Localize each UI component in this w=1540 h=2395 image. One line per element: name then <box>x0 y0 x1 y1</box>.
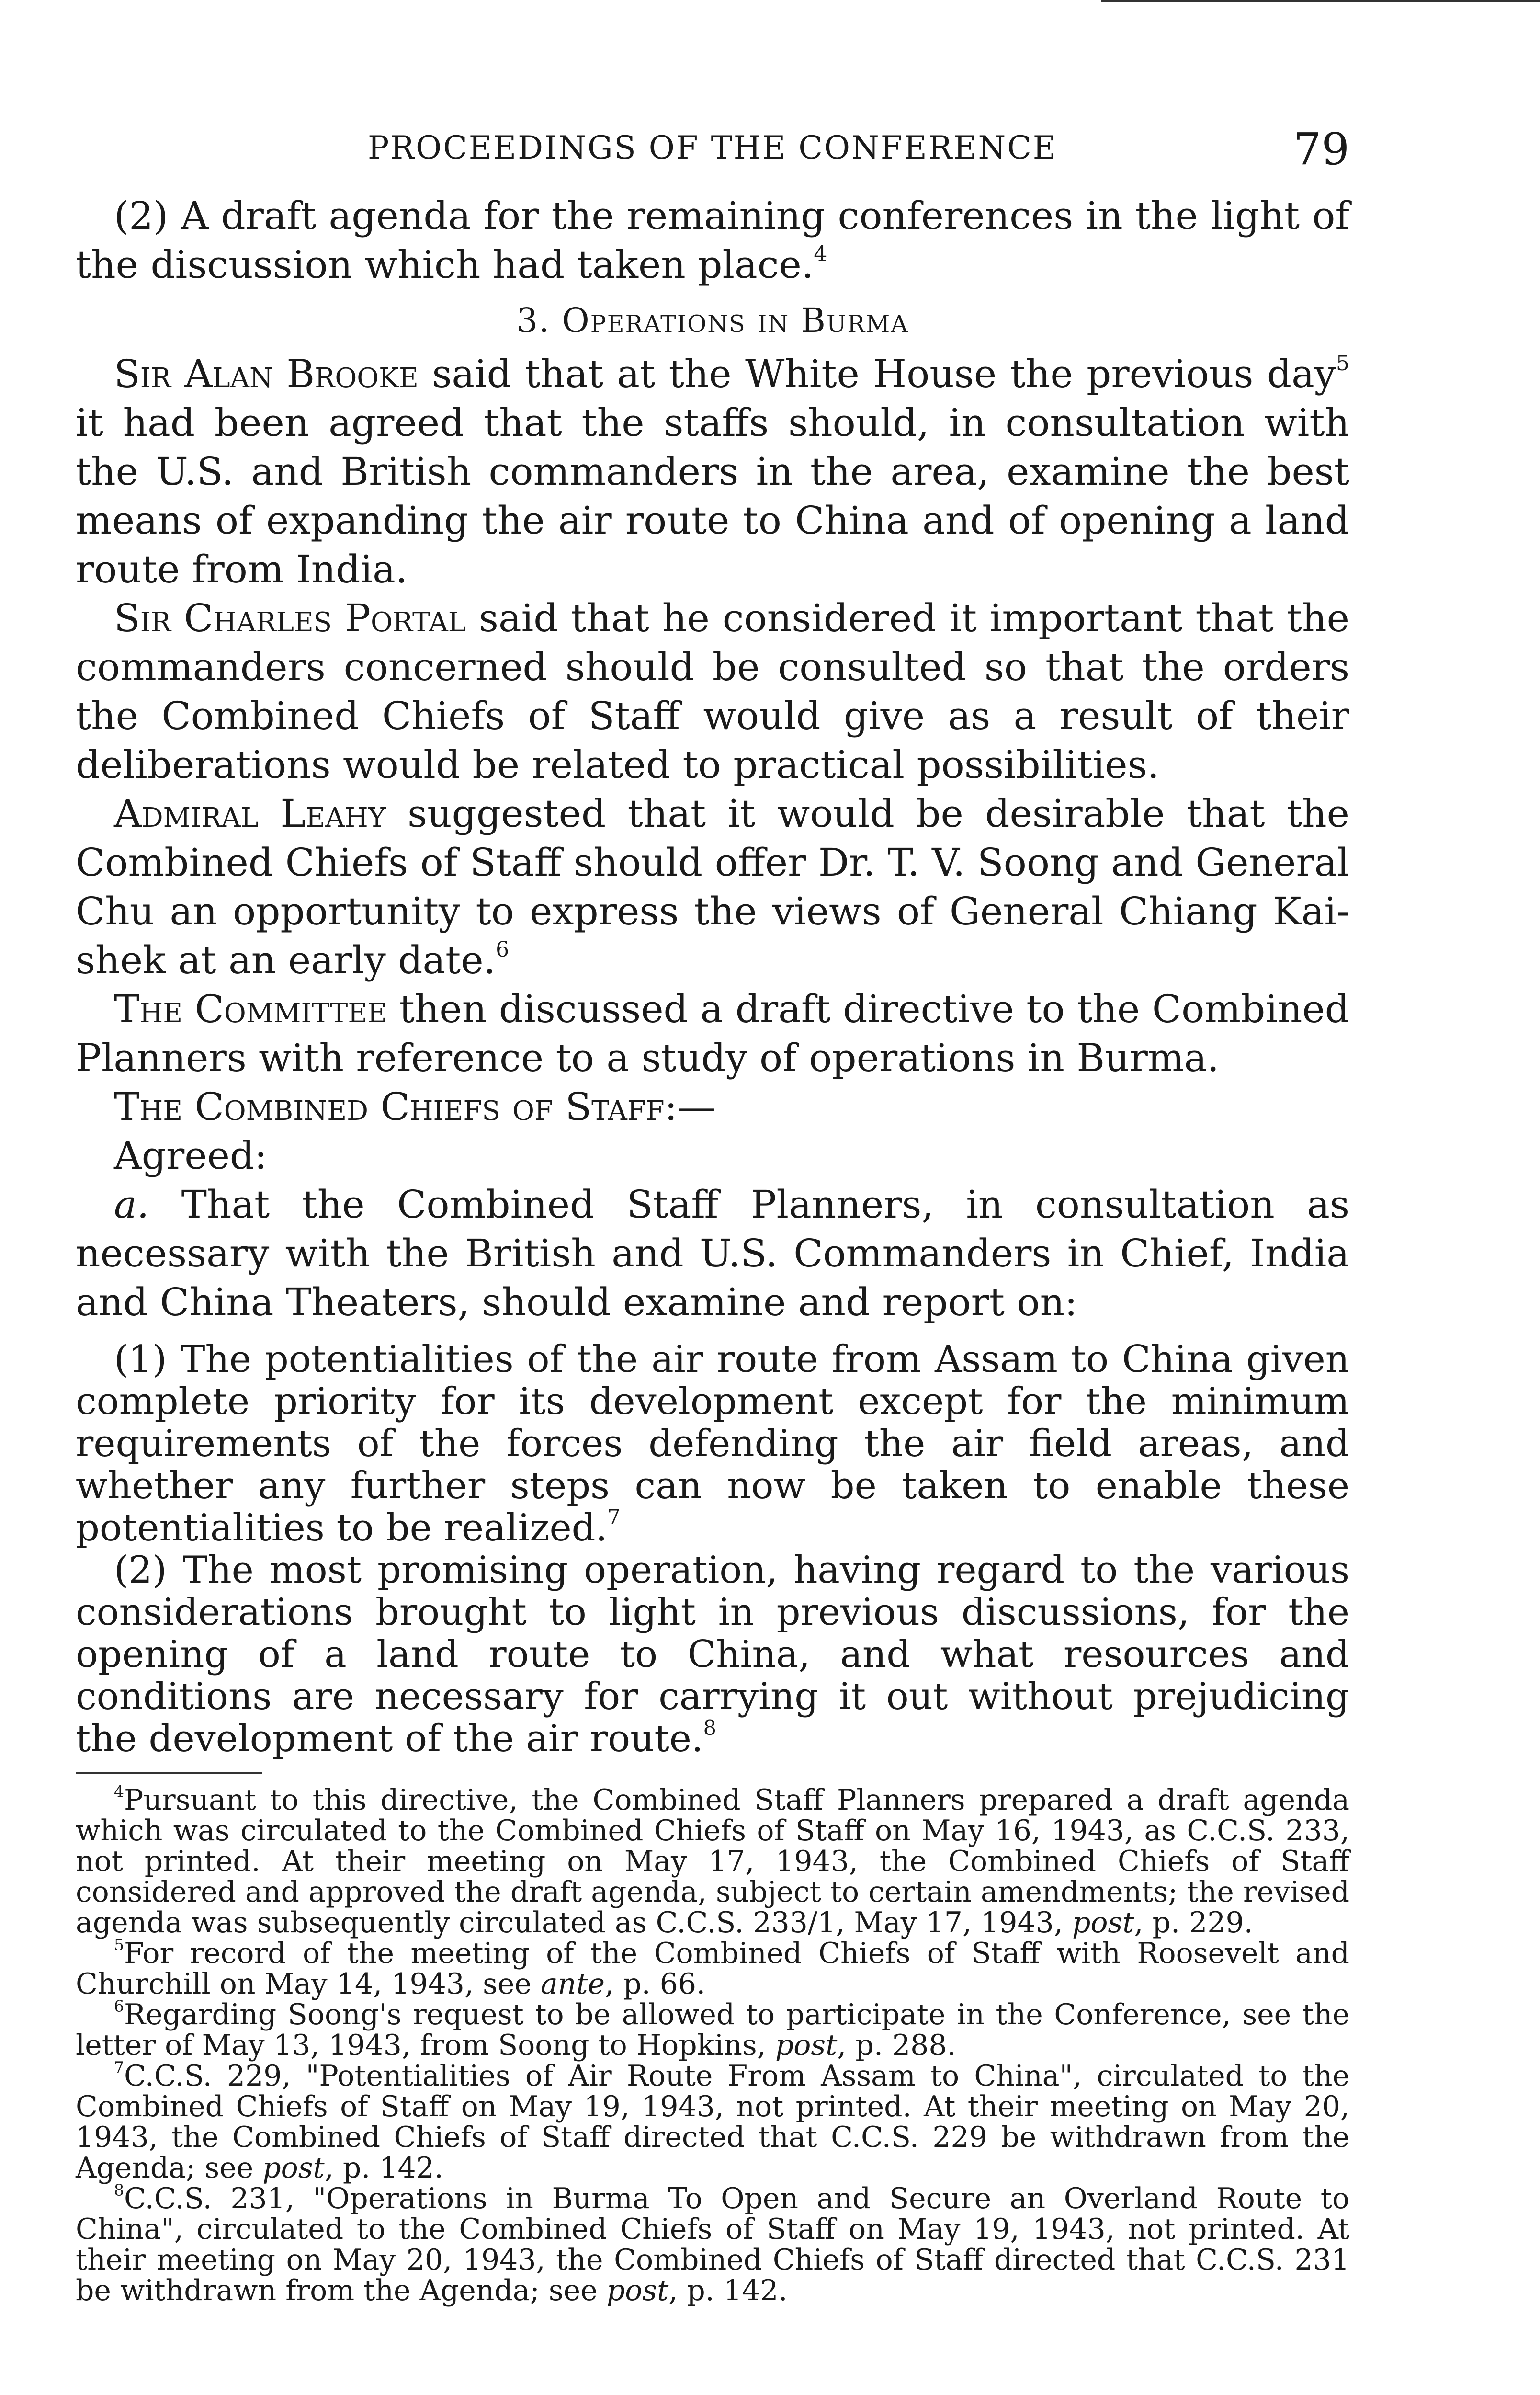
paragraph-ccs-heading: The Combined Chiefs of Staff:— <box>114 1084 716 1129</box>
footnote-6: $^6$Regarding Soong's request to be allowed to participate in the Conference, see the letter of May 13, 1943, from Soong to Hopkins, post, p. 288. <box>76 1996 1349 2062</box>
footnote-ref-6: 6 <box>496 937 510 962</box>
paragraph-brooke: Sir Alan Brooke said that at the White House the previous day$^5$ it had been agreed that the staffs should, in consultation with the U.S. and British commanders in the area, examine the best means of expanding the air route to China and of opening a land route from India. <box>76 351 1350 592</box>
page-content <box>76 115 1349 2306</box>
list-item-1: (1) The potentialities of the air route from Assam to China given complete priority for its development except for the minimum requirements of the forces defending the air field areas, and whether any further steps can now be taken to enable these potentialities to be realized.$^7$ <box>76 1338 1349 1550</box>
page-header <box>76 115 1349 192</box>
footnote-7: $^7$C.C.S. 229, "Potentialities of Air Route From Assam to China", circulated to the Combined Chiefs of Staff on May 19, 1943, not printed. At their meeting on May 20, 1943, the Combined Chiefs of Staff directed that C.C.S. 229 be withdrawn from the Agenda; see post, p. 142. <box>76 2058 1349 2185</box>
speaker-name: Sir Charles Portal <box>114 596 466 640</box>
paragraph-committee: The Committee then discussed a draft directive to the Combined Planners with reference to a study of operations in Burma. <box>76 987 1349 1080</box>
body-text <box>76 192 1349 1760</box>
footnote-5: $^5$For record of the meeting of the Combined Chiefs of Staff with Roosevelt and Churchill on May 14, 1943, see ante, p. 66. <box>76 1935 1349 2001</box>
paragraph-portal: Sir Charles Portal said that he considered it important that the commanders concerned should be consulted so that the orders the Combined Chiefs of Staff would give as a result of their deliberations would be related to practical possibilities. <box>76 596 1349 787</box>
footnote-4: $^4$Pursuant to this directive, the Combined Staff Planners prepared a draft agenda which was circulated to the Combined Chiefs of Staff on May 16, 1943, as C.C.S. 233, not printed. At their meeting on May 17, 1943, the Combined Chiefs of Staff considered and approved the draft agenda, subject to certain amendments; the revised agenda was subsequently circulated as C.C.S. 233/1, May 17, 1943, post, p. 229. <box>76 1782 1349 1939</box>
footnote-ref-7: 7 <box>607 1505 621 1529</box>
paragraph-agenda-item: (2) A draft agenda for the remaining conferences in the light of the discussion which had taken place.$^4$ <box>76 194 1349 287</box>
page-number: 79 <box>1293 124 1349 175</box>
section-title: 3. Operations in Burma <box>516 301 909 340</box>
top-edge-rule <box>1101 0 1540 2</box>
speaker-name: Sir Alan Brooke <box>114 352 419 396</box>
paragraph-leahy: Admiral Leahy suggested that it would be desirable that the Combined Chiefs of Staff should offer Dr. T. V. Soong and General Chu an opportunity to express the views of General Chiang Kai-shek at an early date.$^6$ <box>76 791 1349 982</box>
speaker-name: Admiral Leahy <box>114 791 386 836</box>
subject-name: The Committee <box>114 987 387 1031</box>
footnote-ref-5: 5 <box>1336 351 1350 376</box>
footnote-rule <box>76 1772 262 1774</box>
footnote-ref-4: 4 <box>814 241 827 266</box>
paragraph-resolution-a: a. That the Combined Staff Planners, in consultation as necessary with the British and U.S. Commanders in Chief, India and China Theaters, should examine and report on: <box>76 1182 1349 1324</box>
footnote-ref-8: 8 <box>703 1716 716 1740</box>
list-item-2: (2) The most promising operation, having regard to the various considerations brought to light in previous discussions, for the opening of a land route to China, and what resources and conditions are necessary for carrying it out without prejudicing the development of the air route.$^8$ <box>76 1549 1349 1760</box>
footnotes <box>76 1782 1349 2307</box>
running-head: PROCEEDINGS OF THE CONFERENCE <box>368 129 1057 166</box>
footnote-8: $^8$C.C.S. 231, "Operations in Burma To Open and Secure an Overland Route to China", circulated to the Combined Chiefs of Staff on May 19, 1943, not printed. At their meeting on May 20, 1943, the Combined Chiefs of Staff directed that C.C.S. 231 be withdrawn from the Agenda; see post, p. 142. <box>76 2180 1349 2307</box>
paragraph-agreed: Agreed: <box>114 1133 268 1178</box>
